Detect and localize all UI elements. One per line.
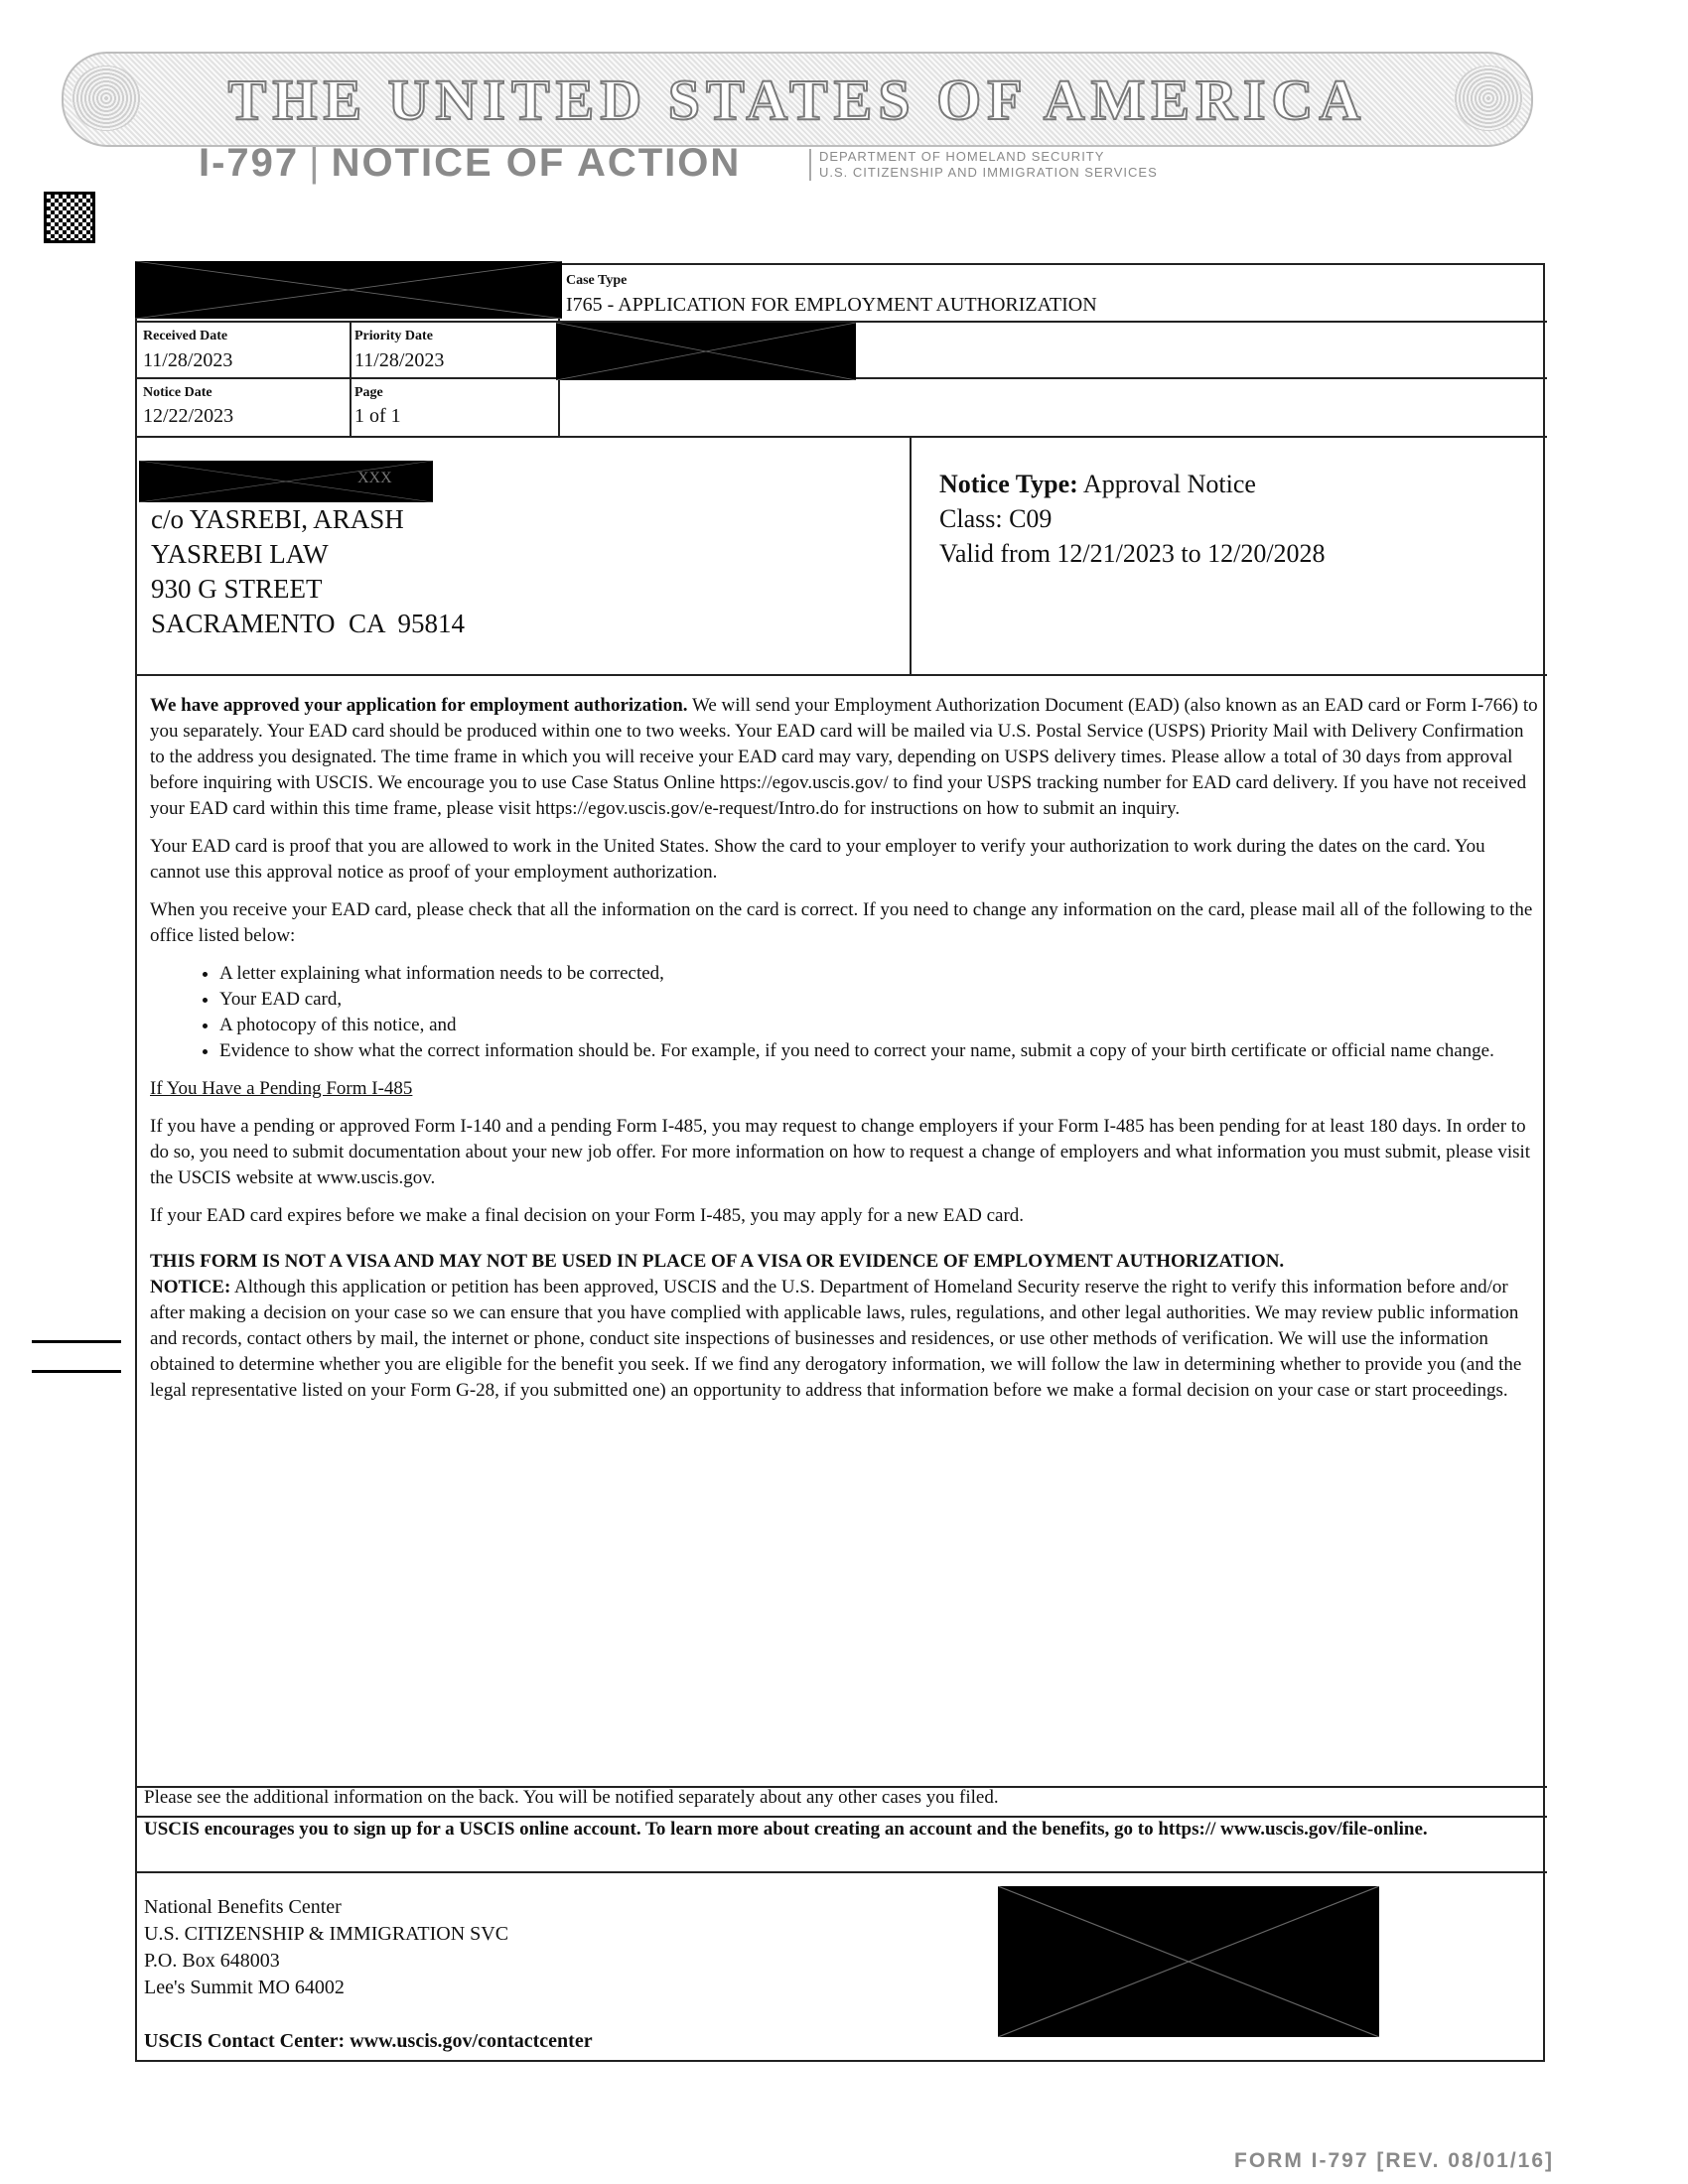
received-date-label: Received Date bbox=[143, 329, 228, 343]
form-title-line: I-797 | NOTICE OF ACTION bbox=[199, 141, 742, 185]
banner-title: THE UNITED STATES OF AMERICA bbox=[227, 67, 1367, 132]
office-line: P.O. Box 648003 bbox=[144, 1950, 280, 1972]
divider bbox=[137, 436, 1547, 438]
list-item: • A letter explaining what information needs to be corrected, bbox=[219, 961, 1540, 987]
notice-type-block bbox=[939, 467, 1326, 571]
notice-body bbox=[150, 693, 1540, 1404]
list-item: • Evidence to show what the correct information should be. For example, if you need to correct your name, submit a copy of your birth certificate or official name change. bbox=[219, 1038, 1540, 1064]
online-account-note: USCIS encourages you to sign up for a USCIS online account. To learn more about creating an account and the benefits, go to https:// www.uscis.gov/file-online. bbox=[144, 1819, 1428, 1840]
received-date-value: 11/28/2023 bbox=[143, 349, 233, 371]
contact-center: USCIS Contact Center: www.uscis.gov/contactcenter bbox=[144, 2030, 593, 2052]
notice-class: Class: C09 bbox=[939, 504, 1053, 533]
redaction-mark: XXX bbox=[357, 470, 392, 486]
paragraph: If your EAD card expires before we make a final decision on your Form I-485, you may apply for a new EAD card. bbox=[150, 1205, 1025, 1226]
recipient-address bbox=[151, 502, 465, 641]
divider bbox=[137, 674, 1547, 676]
paragraph: If you have a pending or approved Form I-140 and a pending Form I-485, you may request to change employers if your Form I-485 has been pending for at least 180 days. In order to do so, you need to submit documentation about your new job offer. For more information on how to request a change of employers and what information you must submit, please visit the USCIS website at www.uscis.gov. bbox=[150, 1116, 1531, 1188]
paragraph bbox=[150, 1249, 1540, 1404]
case-type-value: I765 - APPLICATION FOR EMPLOYMENT AUTHORIZATION bbox=[566, 294, 1097, 316]
divider bbox=[137, 1871, 1547, 1873]
see-back-note: Please see the additional information on the back. You will be notified separately about any other cases you filed. bbox=[144, 1787, 999, 1808]
rosette-left-icon bbox=[71, 66, 141, 131]
section-heading: If You Have a Pending Form I-485 bbox=[150, 1078, 413, 1099]
margin-mark bbox=[32, 1370, 121, 1373]
approval-statement: We have approved your application for employment authorization. bbox=[150, 695, 688, 716]
address-line: YASREBI LAW bbox=[151, 539, 329, 569]
divider bbox=[910, 436, 912, 674]
notice-type-label: Notice Type: bbox=[939, 470, 1078, 498]
address-line: SACRAMENTO CA 95814 bbox=[151, 609, 466, 638]
paragraph bbox=[150, 693, 1540, 822]
page-label: Page bbox=[354, 385, 383, 400]
list-item: • A photocopy of this notice, and bbox=[219, 1013, 1540, 1038]
office-address bbox=[144, 1894, 508, 2001]
rosette-right-icon bbox=[1454, 66, 1523, 131]
address-line: 930 G STREET bbox=[151, 574, 323, 604]
address-line: c/o YASREBI, ARASH bbox=[151, 504, 404, 534]
correction-list bbox=[150, 961, 1540, 1064]
dept-line1: DEPARTMENT OF HOMELAND SECURITY bbox=[819, 149, 1105, 164]
department-block bbox=[809, 149, 1158, 181]
redacted-name bbox=[139, 461, 433, 502]
redacted-receipt bbox=[135, 261, 562, 319]
list-item: • Your EAD card, bbox=[219, 987, 1540, 1013]
redacted-signature bbox=[998, 1886, 1379, 2037]
notice-date-label: Notice Date bbox=[143, 385, 212, 400]
office-line: U.S. CITIZENSHIP & IMMIGRATION SVC bbox=[144, 1923, 509, 1945]
notice-heading: NOTICE: bbox=[150, 1277, 231, 1297]
paragraph: Your EAD card is proof that you are allowed to work in the United States. Show the card to your employer to verify your authorization to work during the dates on the card. You cannot use this approval notice as proof of your employment authorization. bbox=[150, 836, 1485, 883]
paragraph-text: We will send your Employment Authorization Document (EAD) (also known as an EAD card or Form I-766) to you separately. Your EAD card should be produced within one to two weeks. Your EAD card will be mailed via U.S. Postal Service (USPS) Priority Mail with Delivery Confirmation to the address you designated. The time frame in which you will receive your EAD card may vary, depending on USPS delivery times. Please allow a total of 30 days from approval before inquiring with USCIS. We encourage you to use Case Status Online https://egov.uscis.gov/ to find your USPS tracking number for EAD card delivery. If you have not received your EAD card within this time frame, please visit https://egov.uscis.gov/e-request/Intro.do for instructions on how to submit an inquiry. bbox=[150, 695, 1538, 819]
case-type-label: Case Type bbox=[566, 273, 628, 288]
form-title: NOTICE OF ACTION bbox=[331, 141, 742, 185]
paragraph: When you receive your EAD card, please check that all the information on the card is correct. If you need to change any information on the card, please mail all of the following to the office listed below: bbox=[150, 899, 1533, 946]
office-line: Lee's Summit MO 64002 bbox=[144, 1977, 345, 1998]
form-id: I-797 bbox=[199, 141, 300, 185]
divider bbox=[350, 321, 352, 436]
notice-date-value: 12/22/2023 bbox=[143, 405, 234, 427]
banner bbox=[62, 52, 1533, 147]
notice-type-value: Approval Notice bbox=[1082, 470, 1256, 498]
visa-warning: THIS FORM IS NOT A VISA AND MAY NOT BE USED IN PLACE OF A VISA OR EVIDENCE OF EMPLOYMENT AUTHORIZATION. bbox=[150, 1251, 1285, 1272]
form-revision: FORM I-797 [REV. 08/01/16] bbox=[1234, 2149, 1555, 2172]
page-value: 1 of 1 bbox=[354, 405, 401, 427]
notice-valid: Valid from 12/21/2023 to 12/20/2028 bbox=[939, 539, 1326, 568]
divider bbox=[1543, 1816, 1545, 1871]
redacted-field bbox=[556, 323, 856, 380]
office-line: National Benefits Center bbox=[144, 1896, 342, 1918]
priority-date-value: 11/28/2023 bbox=[354, 349, 445, 371]
paragraph-text: Although this application or petition has been approved, USCIS and the U.S. Department of Homeland Security reserve the right to verify this information before and/or after making a decision on your case so we can ensure that you have complied with applicable laws, rules, regulations, and other legal authorities. We may review public information and records, contact others by mail, the internet or phone, conduct site inspections of businesses and residences, or use other methods of verification. We will use the information obtained to determine whether you are eligible for the benefit you seek. If we find any derogatory information, we will follow the law in determining whether to provide you (and the legal representative listed on your Form G-28, if you submitted one) an opportunity to address that information before we make a formal decision on your case or start proceedings. bbox=[150, 1277, 1522, 1401]
margin-mark bbox=[32, 1340, 121, 1343]
barcode-icon bbox=[44, 192, 95, 243]
dept-line2: U.S. CITIZENSHIP AND IMMIGRATION SERVICES bbox=[819, 165, 1158, 180]
priority-date-label: Priority Date bbox=[354, 329, 433, 343]
